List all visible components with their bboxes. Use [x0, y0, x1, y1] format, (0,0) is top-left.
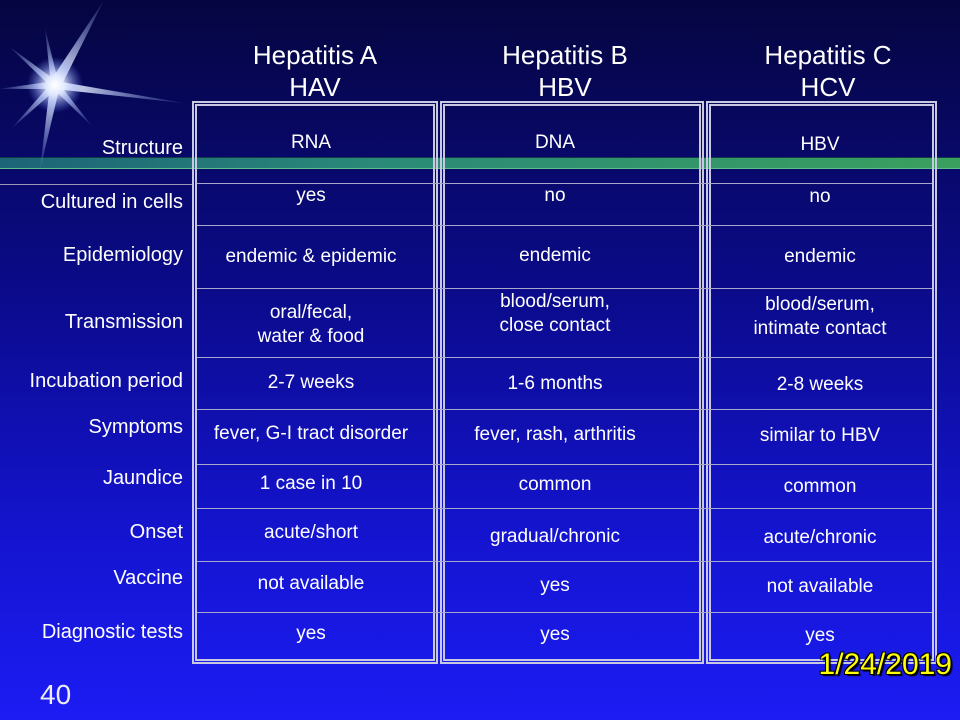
row-label-incubation: Incubation period [29, 370, 183, 392]
star-glow [27, 57, 83, 113]
cell-jaundice-hav: 1 case in 10 [259, 473, 363, 494]
cell-onset-hav: acute/short [264, 522, 358, 543]
row-divider [197, 464, 932, 465]
cell-incubation-hav: 2-7 weeks [267, 372, 355, 393]
row-label-jaundice: Jaundice [102, 467, 183, 489]
cell-structure-hav: RNA [290, 132, 332, 153]
row-label-cultured: Cultured in cells [40, 191, 183, 213]
cell-vaccine-hcv: not available [766, 576, 874, 597]
row-label-transmission: Transmission [64, 311, 183, 333]
cell-epidemiology-hbv: endemic [519, 245, 591, 266]
row-label-vaccine: Vaccine [113, 567, 183, 589]
row-divider [197, 288, 932, 289]
cell-diagnostic-hbv: yes [540, 624, 570, 645]
cell-structure-hcv: HBV [800, 134, 840, 155]
cell-symptoms-hcv: similar to HBV [759, 425, 881, 446]
cell-jaundice-hbv: common [518, 474, 592, 495]
slide-date: 1/24/2019 [818, 648, 952, 681]
row-divider [197, 561, 932, 562]
row-divider [197, 225, 932, 226]
cell-onset-hcv: acute/chronic [763, 527, 877, 548]
row-label-structure: Structure [101, 137, 183, 159]
header-abbr: HAV [289, 72, 341, 102]
header-abbr: HCV [800, 72, 856, 102]
header-name: Hepatitis A [252, 40, 378, 70]
row-divider [197, 409, 932, 410]
cell-diagnostic-hcv: yes [805, 625, 835, 646]
cell-transmission-hav: oral/fecal, water & food [257, 302, 365, 347]
row-label-epidemiology: Epidemiology [62, 244, 183, 266]
divider-line [0, 184, 192, 185]
row-divider [197, 183, 932, 184]
cell-cultured-hbv: no [544, 185, 566, 206]
cell-incubation-hbv: 1-6 months [507, 373, 603, 394]
header-abbr: HBV [538, 72, 592, 102]
cell-transmission-hbv: blood/serum, close contact [499, 291, 611, 336]
cell-structure-hbv: DNA [534, 132, 576, 153]
row-label-symptoms: Symptoms [88, 416, 183, 438]
row-divider [197, 612, 932, 613]
cell-epidemiology-hav: endemic & epidemic [225, 246, 397, 267]
cell-jaundice-hcv: common [783, 476, 857, 497]
cell-vaccine-hav: not available [257, 573, 365, 594]
row-label-diagnostic: Diagnostic tests [41, 621, 183, 643]
cell-diagnostic-hav: yes [296, 623, 326, 644]
row-divider [197, 357, 932, 358]
cell-cultured-hcv: no [809, 186, 831, 207]
cell-transmission-hcv: blood/serum, intimate contact [753, 294, 887, 339]
header-hepatitis-b [465, 39, 665, 103]
cell-onset-hbv: gradual/chronic [490, 526, 620, 547]
row-label-onset: Onset [129, 521, 183, 543]
cell-symptoms-hbv: fever, rash, arthritis [474, 424, 636, 445]
header-hepatitis-a [215, 39, 415, 103]
cell-epidemiology-hcv: endemic [784, 246, 856, 267]
row-divider [197, 508, 932, 509]
slide-number: 40 [40, 679, 72, 710]
cell-incubation-hcv: 2-8 weeks [776, 374, 864, 395]
cell-symptoms-hav: fever, G-I tract disorder [213, 423, 409, 444]
header-hepatitis-c [728, 39, 928, 103]
cell-cultured-hav: yes [296, 185, 326, 206]
cell-vaccine-hbv: yes [540, 575, 570, 596]
header-name: Hepatitis B [502, 40, 628, 70]
header-name: Hepatitis C [764, 40, 892, 70]
